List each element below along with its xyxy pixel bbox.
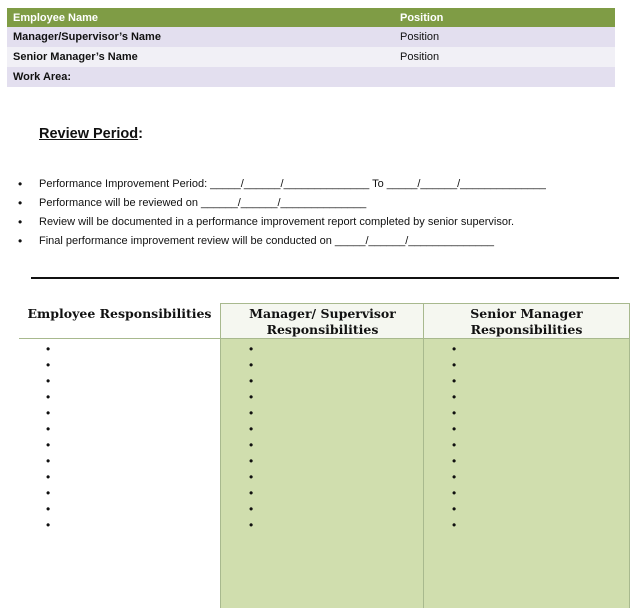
senior-manager-header-line2: Responsibilities — [470, 322, 583, 337]
manager-responsibilities-list — [249, 341, 253, 533]
review-period-list — [18, 175, 618, 251]
bullet-icon: • — [249, 358, 254, 372]
responsibilities-table — [19, 303, 628, 608]
senior-manager-responsibilities-header — [424, 303, 629, 339]
bullet-icon: • — [18, 234, 23, 248]
bullet-icon: • — [46, 358, 51, 372]
bullet-icon: • — [452, 406, 457, 420]
review-period-colon: : — [138, 126, 143, 142]
review-period-title — [39, 126, 143, 142]
bullet-icon: • — [452, 502, 457, 516]
manager-responsibilities-column — [220, 303, 424, 608]
senior-manager-responsibilities-column — [423, 303, 630, 608]
bullet-icon: • — [46, 422, 51, 436]
bullet-icon: • — [46, 502, 51, 516]
bullet-icon: • — [46, 454, 51, 468]
bullet-icon: • — [452, 454, 457, 468]
senior-manager-responsibilities-list — [452, 341, 456, 533]
senior-manager-position-label: Position — [400, 51, 440, 63]
bullet-icon: • — [249, 406, 254, 420]
review-item-text: Final performance improvement review will be conducted on _____/______/______________ — [39, 235, 494, 247]
bullet-icon: • — [46, 438, 51, 452]
header-row-manager — [7, 27, 615, 47]
employee-info-table — [7, 8, 615, 87]
bullet-icon: • — [46, 518, 51, 532]
employee-responsibilities-column — [19, 303, 220, 608]
bullet-icon: • — [249, 454, 254, 468]
bullet-icon: • — [18, 196, 23, 210]
manager-responsibilities-header — [221, 303, 424, 339]
manager-header-line2: Responsibilities — [266, 322, 379, 337]
bullet-icon: • — [249, 390, 254, 404]
bullet-icon: • — [249, 422, 254, 436]
bullet-icon: • — [452, 342, 457, 356]
bullet-icon: • — [46, 390, 51, 404]
employee-position-label: Position — [400, 11, 444, 24]
bullet-icon: • — [249, 470, 254, 484]
bullet-icon: • — [249, 518, 254, 532]
review-item-text: Performance will be reviewed on ______/______/______________ — [39, 197, 367, 209]
review-item-text: Review will be documented in a performance improvement report completed by senior supervisor. — [39, 216, 515, 228]
bullet-icon: • — [452, 374, 457, 388]
bullet-icon: • — [249, 486, 254, 500]
employee-name-label: Employee Name — [13, 11, 98, 24]
bullet-icon: • — [18, 215, 23, 229]
bullet-icon: • — [249, 438, 254, 452]
manager-name-label: Manager/Supervisor’s Name — [13, 31, 161, 43]
list-item — [18, 175, 618, 194]
bullet-icon: • — [452, 438, 457, 452]
bullet-icon: • — [452, 390, 457, 404]
header-row-senior-manager — [7, 47, 615, 67]
header-row-work-area — [7, 67, 615, 87]
employee-responsibilities-list — [46, 341, 50, 533]
bullet-icon: • — [46, 374, 51, 388]
bullet-icon: • — [452, 470, 457, 484]
bullet-icon: • — [46, 470, 51, 484]
bullet-icon: • — [46, 406, 51, 420]
list-item — [18, 213, 618, 232]
list-item — [18, 194, 618, 213]
bullet-icon: • — [249, 502, 254, 516]
bullet-icon: • — [249, 374, 254, 388]
bullet-icon: • — [452, 518, 457, 532]
bullet-icon: • — [18, 177, 23, 191]
bullet-icon: • — [249, 342, 254, 356]
employee-responsibilities-header: Employee Responsibilities — [19, 303, 220, 339]
review-period-title-text: Review Period — [39, 126, 139, 142]
bullet-icon: • — [452, 422, 457, 436]
bullet-icon: • — [46, 486, 51, 500]
review-item-text: Performance Improvement Period: _____/______/______________ To _____/______/______________ — [39, 178, 546, 190]
senior-manager-name-label: Senior Manager’s Name — [13, 51, 138, 63]
bullet-icon: • — [452, 486, 457, 500]
bullet-icon: • — [46, 342, 51, 356]
senior-manager-header-line1: Senior Manager — [470, 306, 583, 321]
manager-header-line1: Manager/ Supervisor — [249, 306, 396, 321]
work-area-label: Work Area: — [13, 71, 72, 83]
header-row-employee — [7, 8, 615, 27]
manager-position-label: Position — [400, 31, 440, 43]
bullet-icon: • — [452, 358, 457, 372]
section-divider — [31, 277, 619, 279]
list-item — [18, 232, 618, 251]
